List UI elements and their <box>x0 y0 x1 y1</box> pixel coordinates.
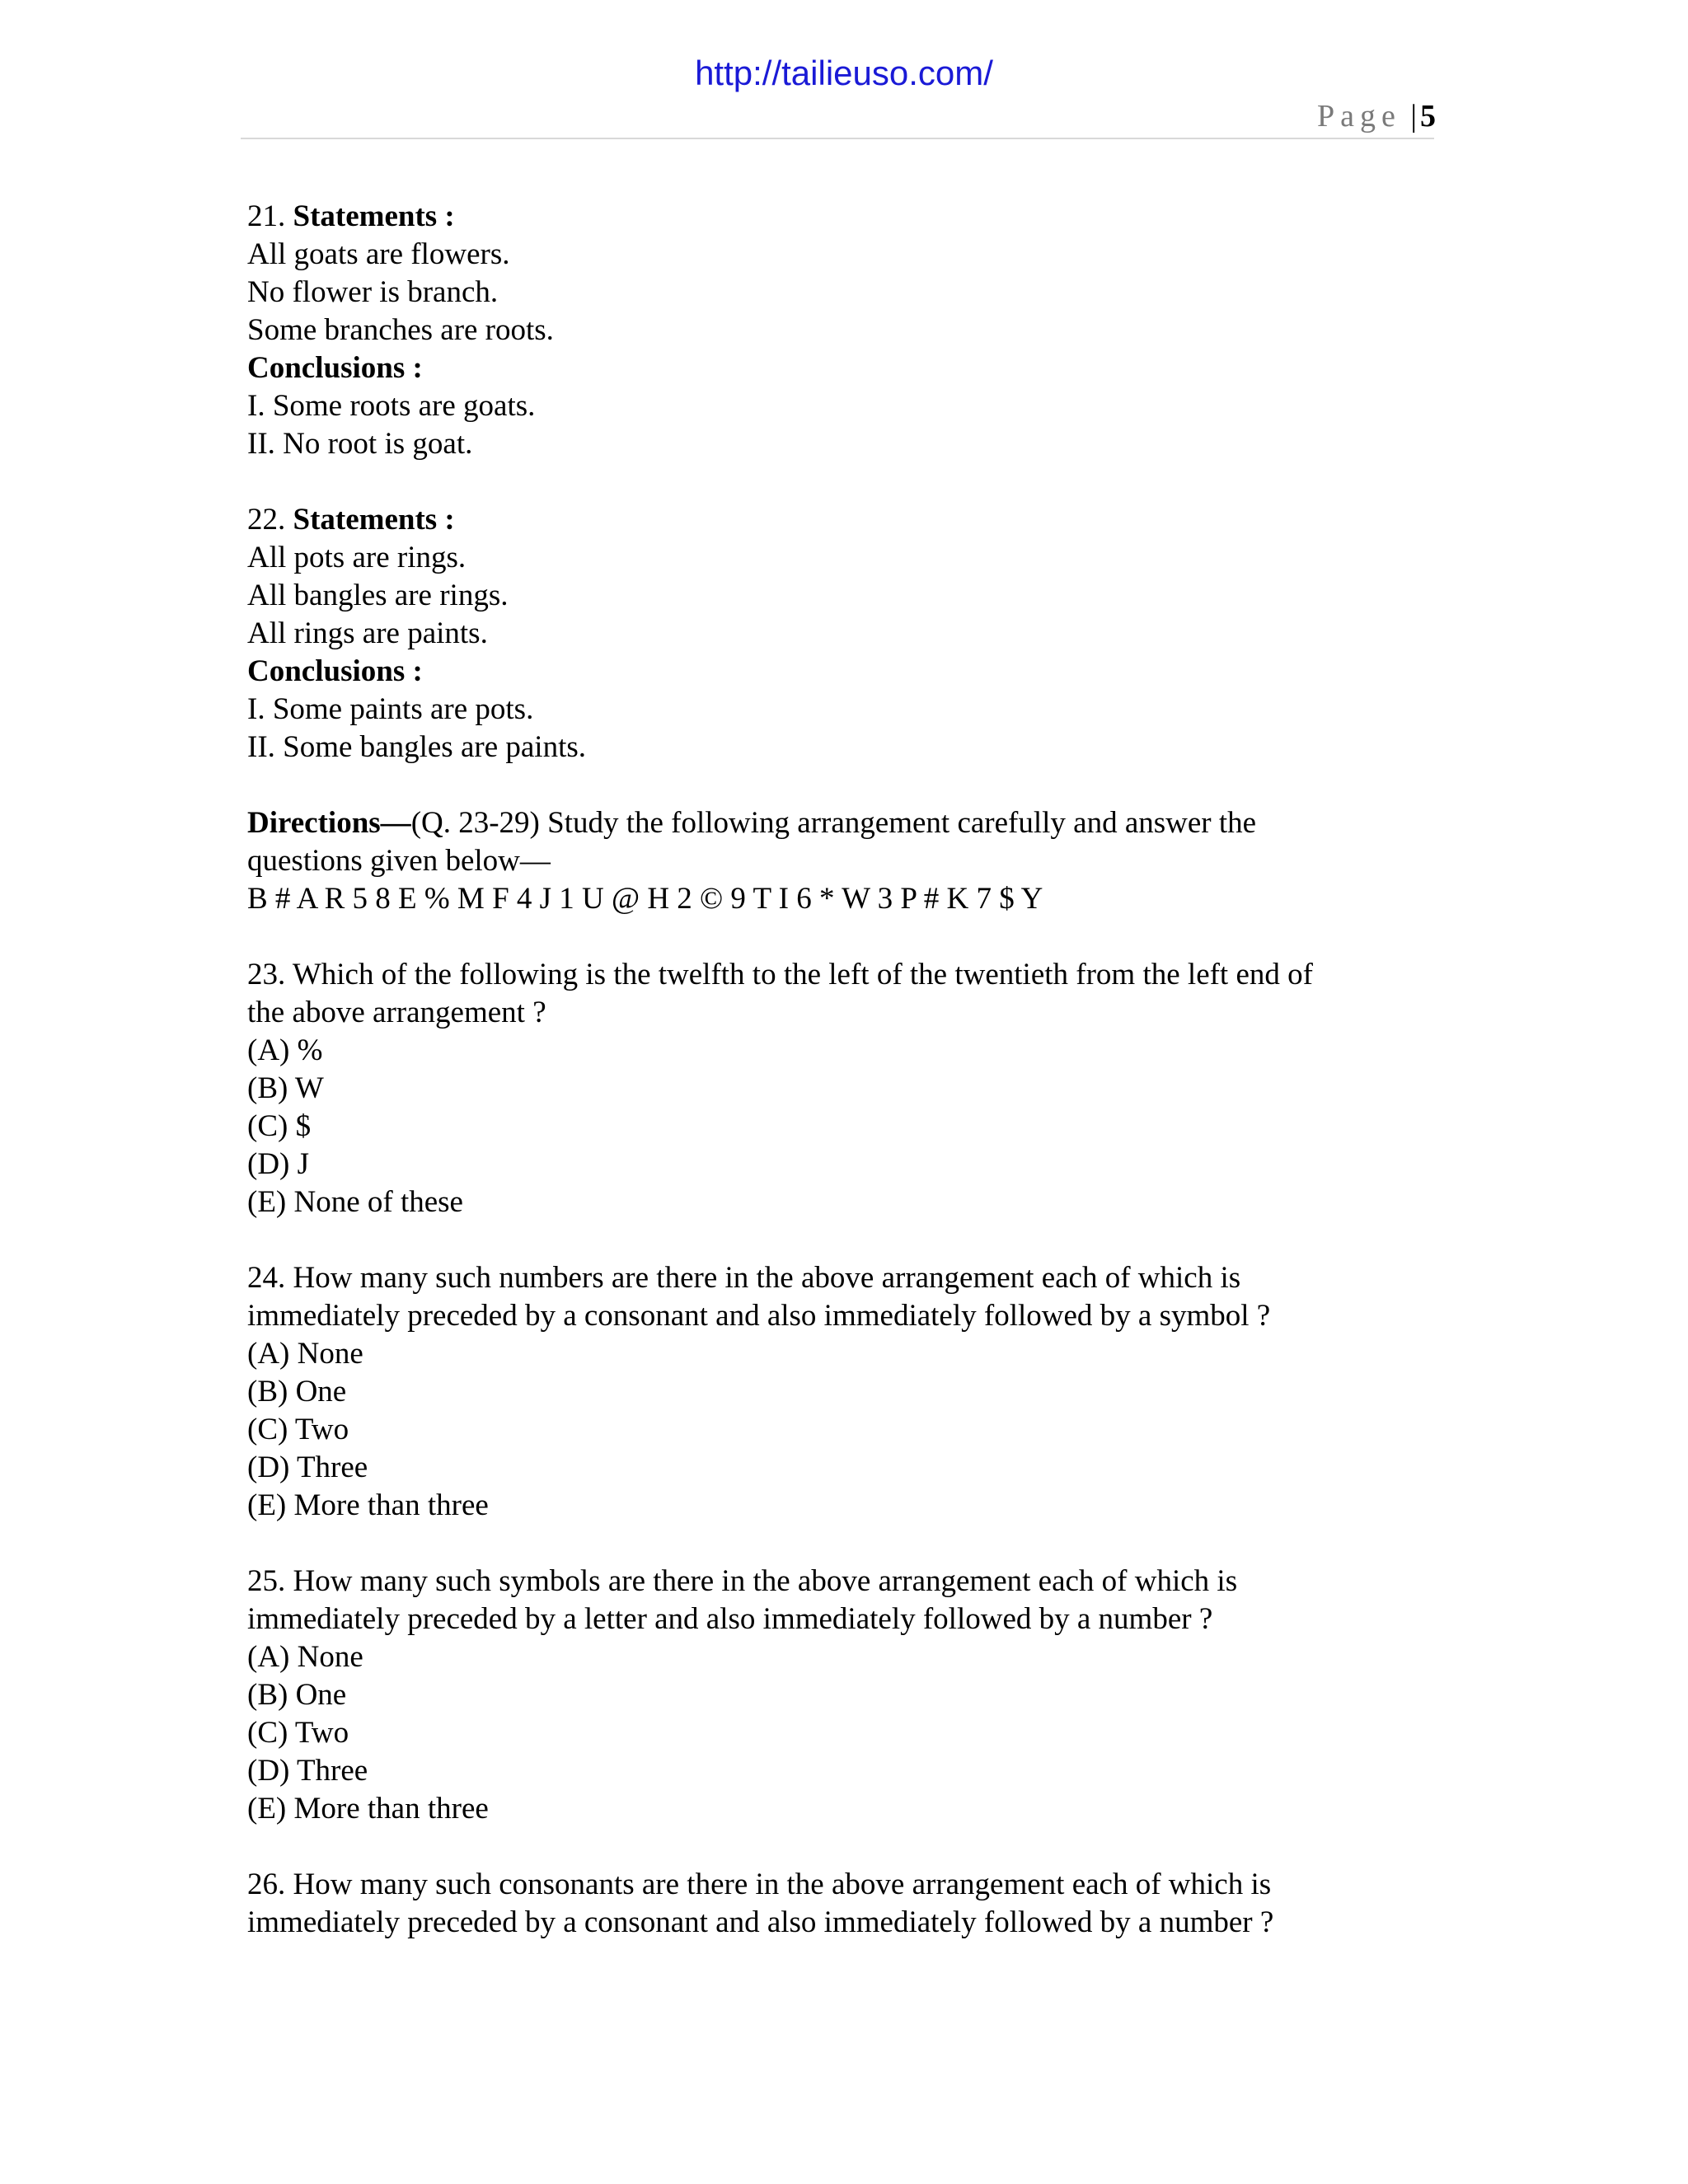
q23-option: (C) $ <box>247 1109 312 1143</box>
q24-option: (C) Two <box>247 1413 349 1446</box>
q23-text-line: 23. Which of the following is the twelfth to the left of the twentieth from the left end of <box>247 958 1313 991</box>
header-divider <box>241 138 1434 139</box>
q25-option: (E) More than three <box>247 1792 489 1825</box>
q22-conclusion: II. Some bangles are paints. <box>247 730 586 764</box>
header-url-link[interactable]: http://tailieuso.com/ <box>695 54 993 92</box>
q24-text-line: 24. How many such numbers are there in the above arrangement each of which is <box>247 1261 1241 1295</box>
q24-option: (E) More than three <box>247 1488 489 1522</box>
directions-label: Directions— <box>247 806 411 840</box>
q21-conclusions-label: Conclusions : <box>247 351 423 385</box>
q21-statement: All goats are flowers. <box>247 237 510 271</box>
q22-conclusions-label: Conclusions : <box>247 654 423 688</box>
q23-option: (D) J <box>247 1147 310 1181</box>
question-23 <box>247 956 1442 1221</box>
q22-statements-label: Statements : <box>293 503 455 537</box>
q25-option: (C) Two <box>247 1716 349 1750</box>
arrangement-sequence: B # A R 5 8 E % M F 4 J 1 U @ H 2 © 9 T I 6 * W 3 P # K 7 $ Y <box>247 882 1043 916</box>
question-21 <box>247 198 1442 463</box>
q23-option: (A) % <box>247 1033 323 1067</box>
q26-text-line: 26. How many such consonants are there in the above arrangement each of which is <box>247 1868 1272 1901</box>
q24-text-line: immediately preceded by a consonant and also immediately followed by a symbol ? <box>247 1299 1271 1333</box>
q24-option: (A) None <box>247 1337 363 1371</box>
question-25 <box>247 1563 1442 1828</box>
q21-conclusion: II. No root is goat. <box>247 427 473 461</box>
q21-heading <box>247 198 1442 236</box>
q22-statement: All rings are paints. <box>247 616 488 650</box>
page-label: Page <box>1317 99 1401 134</box>
directions-text: (Q. 23-29) Study the following arrangement carefully and answer the <box>410 806 1257 840</box>
q23-option: (B) W <box>247 1071 324 1105</box>
document-body <box>247 198 1442 1942</box>
question-26 <box>247 1866 1442 1942</box>
q23-text-line: the above arrangement ? <box>247 996 546 1029</box>
q25-text-line: 25. How many such symbols are there in the above arrangement each of which is <box>247 1564 1238 1598</box>
q22-heading <box>247 501 1442 539</box>
q21-statements-label: Statements : <box>293 199 455 233</box>
q23-option: (E) None of these <box>247 1185 463 1219</box>
directions-block <box>247 804 1442 918</box>
q22-statement: All bangles are rings. <box>247 579 509 612</box>
q22-statement: All pots are rings. <box>247 541 467 574</box>
q25-text-line: immediately preceded by a letter and also immediately followed by a number ? <box>247 1602 1213 1636</box>
page-number-value: 5 <box>1420 99 1436 134</box>
q26-text-line: immediately preceded by a consonant and also immediately followed by a number ? <box>247 1905 1274 1939</box>
question-24 <box>247 1259 1442 1525</box>
q22-conclusion: I. Some paints are pots. <box>247 692 534 726</box>
q24-option: (D) Three <box>247 1451 368 1484</box>
q21-statement: Some branches are roots. <box>247 313 554 347</box>
q21-statement: No flower is branch. <box>247 275 499 309</box>
q25-option: (A) None <box>247 1640 363 1674</box>
q22-number: 22. <box>247 503 286 537</box>
q24-option: (B) One <box>247 1375 347 1408</box>
q21-conclusion: I. Some roots are goats. <box>247 389 536 423</box>
directions-line-2: questions given below— <box>247 844 551 878</box>
q25-option: (B) One <box>247 1678 347 1712</box>
page-separator: | <box>1410 99 1417 134</box>
page-number <box>1317 101 1436 132</box>
question-22 <box>247 501 1442 766</box>
directions-line-1 <box>247 804 1442 842</box>
q21-number: 21. <box>247 199 286 233</box>
q25-option: (D) Three <box>247 1754 368 1788</box>
